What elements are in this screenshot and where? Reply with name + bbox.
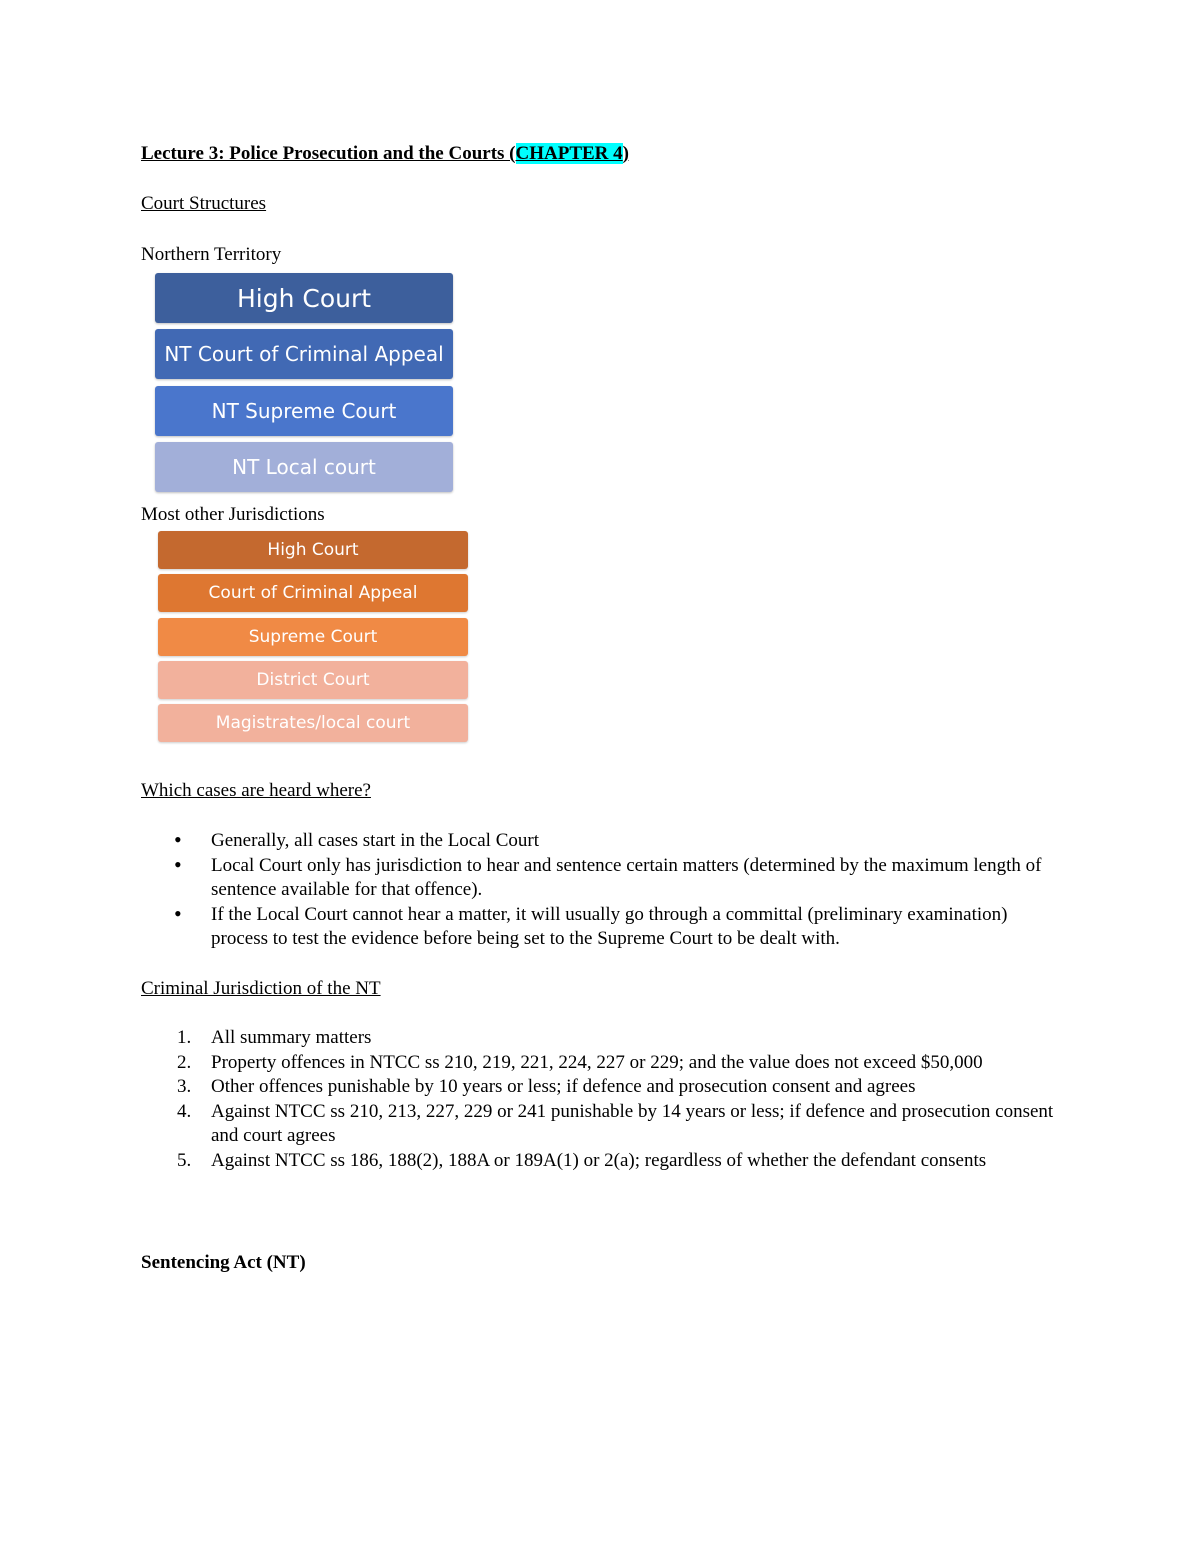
list-item bbox=[141, 1100, 1061, 1149]
nt-court-label: NT Local court bbox=[232, 455, 376, 479]
nt-court-label: NT Court of Criminal Appeal bbox=[164, 342, 444, 366]
list-number: 1. bbox=[177, 1027, 192, 1048]
other-court-box bbox=[158, 661, 468, 699]
list-item bbox=[141, 1026, 1061, 1051]
nt-court-label: NT Supreme Court bbox=[211, 399, 397, 423]
list-item bbox=[141, 851, 1061, 903]
other-court-label: Magistrates/local court bbox=[215, 713, 411, 733]
other-court-box bbox=[158, 531, 468, 569]
list-item-text: Against NTCC ss 210, 213, 227, 229 or 241 punishable by 14 years or less; if defence and prosecution consent and court agrees bbox=[211, 1100, 1054, 1146]
nt-court-box bbox=[155, 329, 453, 379]
title-close: ) bbox=[622, 143, 629, 164]
nt-court-box bbox=[155, 386, 453, 436]
list-item bbox=[141, 1051, 1061, 1076]
court-structures-heading: Court Structures bbox=[141, 193, 267, 214]
which-cases-heading: Which cases are heard where? bbox=[141, 780, 371, 801]
list-item-text: Against NTCC ss 186, 188(2), 188A or 189A(1) or 2(a); regardless of whether the defendant consents bbox=[211, 1149, 987, 1171]
list-number: 4. bbox=[177, 1100, 192, 1122]
list-item-text: Local Court only has jurisdiction to hear and sentence certain matters (determined by the maximum length of sentence available for that offence). bbox=[211, 854, 1042, 900]
other-court-label: High Court bbox=[267, 540, 359, 560]
other-jurisdictions-heading: Most other Jurisdictions bbox=[141, 504, 325, 525]
list-item-text: All summary matters bbox=[211, 1027, 372, 1048]
sentencing-act-heading: Sentencing Act (NT) bbox=[141, 1252, 306, 1273]
bullet-icon: • bbox=[174, 827, 182, 852]
title-highlight: CHAPTER 4 bbox=[515, 143, 623, 164]
list-item bbox=[141, 829, 1061, 854]
other-court-label: Supreme Court bbox=[248, 627, 378, 647]
list-item bbox=[141, 1075, 1061, 1100]
nt-court-label: High Court bbox=[236, 283, 372, 313]
nt-court-box bbox=[155, 442, 453, 492]
list-item bbox=[141, 900, 1061, 952]
list-number: 3. bbox=[177, 1076, 192, 1097]
criminal-jurisdiction-heading: Criminal Jurisdiction of the NT bbox=[141, 978, 381, 999]
list-item-text: Property offences in NTCC ss 210, 219, 221, 224, 227 or 229; and the value does not exceed $50,000 bbox=[211, 1051, 983, 1073]
other-court-label: Court of Criminal Appeal bbox=[208, 583, 418, 603]
title-main: Lecture 3: Police Prosecution and the Courts ( bbox=[141, 143, 516, 164]
other-court-label: District Court bbox=[256, 670, 370, 690]
bullet-icon: • bbox=[174, 900, 182, 926]
nt-heading: Northern Territory bbox=[141, 244, 282, 265]
other-court-box bbox=[158, 574, 468, 612]
nt-court-box bbox=[155, 273, 453, 323]
list-number: 5. bbox=[177, 1149, 192, 1171]
list-item bbox=[141, 1149, 1061, 1174]
other-court-box bbox=[158, 618, 468, 656]
which-cases-list bbox=[141, 829, 1061, 952]
bullet-icon: • bbox=[174, 851, 182, 877]
list-number: 2. bbox=[177, 1051, 192, 1073]
list-item-text: Generally, all cases start in the Local Court bbox=[211, 830, 539, 851]
other-court-box bbox=[158, 704, 468, 742]
criminal-jurisdiction-list bbox=[141, 1026, 1061, 1173]
list-item-text: If the Local Court cannot hear a matter, it will usually go through a committal (preliminary examination) process to test the evidence before being set to the Supreme Court to be dealt with. bbox=[211, 903, 1008, 949]
list-item-text: Other offences punishable by 10 years or less; if defence and prosecution consent and agrees bbox=[211, 1076, 916, 1097]
lecture-title bbox=[141, 142, 629, 166]
